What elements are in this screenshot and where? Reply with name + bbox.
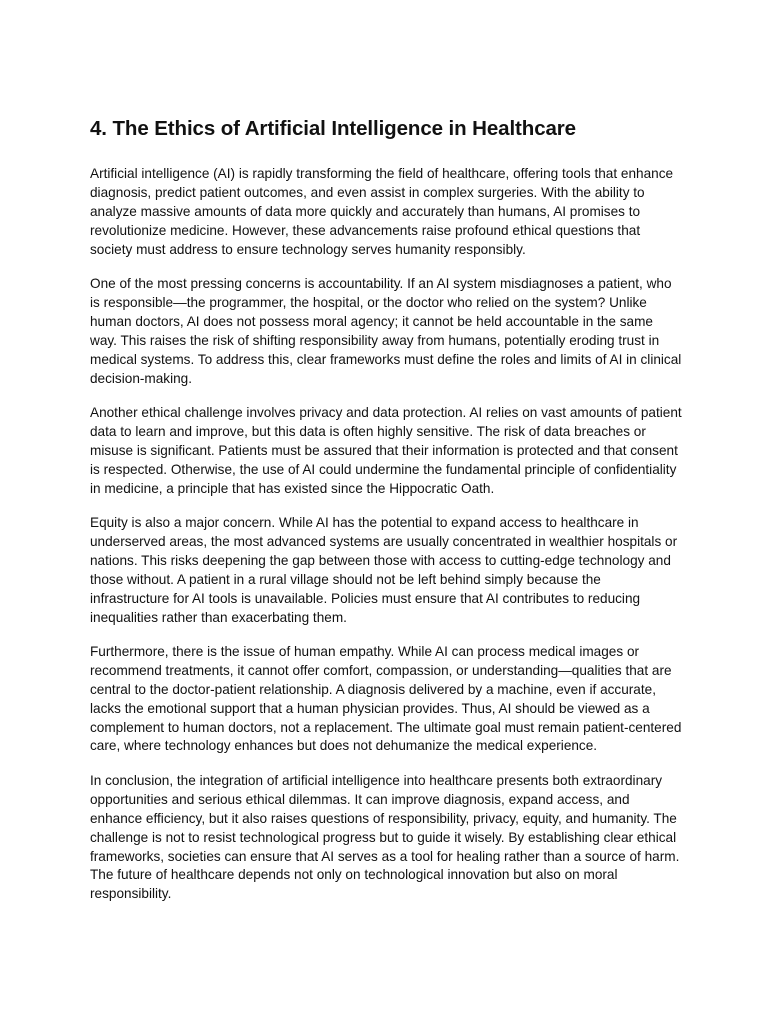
document-page [90, 115, 682, 920]
paragraph-accountability: One of the most pressing concerns is accountability. If an AI system misdiagnoses a patient, who is responsible—the programmer, the hospital, or the doctor who relied on the system? Unlike human doctors, AI does not possess moral agency; it cannot be held accountable in the same way. This raises the risk of shifting responsibility away from humans, potentially eroding trust in medical systems. To address this, clear frameworks must define the roles and limits of AI in clinical decision-making. [90, 276, 682, 386]
paragraph-privacy: Another ethical challenge involves privacy and data protection. AI relies on vast amounts of patient data to learn and improve, but this data is often highly sensitive. The risk of data breaches or misuse is significant. Patients must be assured that their information is protected and that consent is respected. Otherwise, the use of AI could undermine the fundamental principle of confidentiality in medicine, a principle that has existed since the Hippocratic Oath. [90, 404, 682, 496]
document-title: 4. The Ethics of Artificial Intelligence in Healthcare [90, 117, 576, 140]
paragraph-equity: Equity is also a major concern. While AI has the potential to expand access to healthcare in underserved areas, the most advanced systems are usually concentrated in wealthier hospitals or nations. This risks deepening the gap between those with access to cutting-edge technology and those without. A patient in a rural village should not be left behind simply because the infrastructure for AI tools is unavailable. Policies must ensure that AI contributes to reducing inequalities rather than exacerbating them. [90, 515, 678, 625]
paragraph-introduction: Artificial intelligence (AI) is rapidly transforming the field of healthcare, offering tools that enhance diagnosis, predict patient outcomes, and even assist in complex surgeries. With the ability to analyze massive amounts of data more quickly and accurately than humans, AI promises to revolutionize medicine. However, these advancements raise profound ethical questions that society must address to ensure technology serves humanity responsibly. [90, 166, 674, 257]
paragraph-conclusion: In conclusion, the integration of artificial intelligence into healthcare presents both extraordinary opportunities and serious ethical dilemmas. It can improve diagnosis, expand access, and enhance efficiency, but it also raises questions of responsibility, privacy, equity, and humanity. The challenge is not to resist technological progress but to guide it wisely. By establishing clear ethical frameworks, societies can ensure that AI serves as a tool for healing rather than a source of harm. The future of healthcare depends not only on technological innovation but also on moral responsibility. [90, 772, 680, 902]
paragraph-empathy: Furthermore, there is the issue of human empathy. While AI can process medical images or recommend treatments, it cannot offer comfort, compassion, or understanding—qualities that are central to the doctor-patient relationship. A diagnosis delivered by a machine, even if accurate, lacks the emotional support that a human physician provides. Thus, AI should be viewed as a complement to human doctors, not a replacement. The ultimate goal must remain patient-centered care, where technology enhances but does not dehumanize the medical experience. [90, 643, 682, 754]
